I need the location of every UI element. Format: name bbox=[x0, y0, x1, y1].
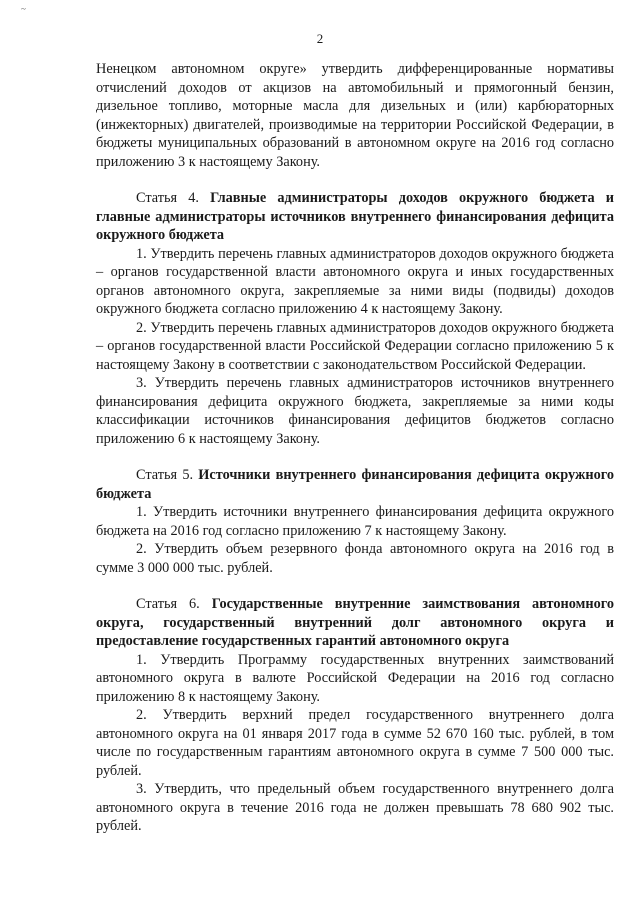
article-item: 2. Утвердить объем резервного фонда автономного округа на 2016 год в сумме 3 000 000 тыс. рублей. bbox=[96, 541, 614, 576]
intro-paragraph: Ненецком автономном округе» утвердить дифференцированные нормативы отчислений доходов от акцизов на автомобильный и прямогонный бензин, дизельное топливо, моторные масла для дизельных и (или) карбюраторных (инжекторных) двигателей, производимые на территории Российской Федерации, в бюджеты муниципальных образований в автономном округе на 2016 год согласно приложению 3 к настоящему Закону. bbox=[96, 61, 614, 170]
article-heading bbox=[96, 466, 614, 503]
corner-mark: ~ bbox=[21, 4, 26, 14]
article-heading bbox=[96, 595, 614, 651]
article-item: 1. Утвердить перечень главных администраторов доходов окружного бюджета – органов государственной власти автономного округа и иных государственных органов автономного округа, закрепляемые за ними виды (подвиды) доходов окружного бюджета согласно приложению 4 к настоящему Закону. bbox=[96, 245, 614, 317]
article-heading bbox=[96, 189, 614, 245]
document-body bbox=[96, 60, 614, 836]
article-title: Источники внутреннего финансирования дефицита окружного бюджета bbox=[96, 467, 614, 502]
article-item: 1. Утвердить Программу государственных внутренних заимствований автономного округа в валюте Российской Федерации на 2016 год согласно приложению 8 к настоящему Закону. bbox=[96, 651, 614, 705]
page-number: 2 bbox=[316, 31, 324, 46]
article-item: 2. Утвердить перечень главных администраторов доходов окружного бюджета – органов государственной власти Российской Федерации согласно приложению 5 к настоящему Закону в соответствии с законодательством Российской Федерации. bbox=[96, 319, 614, 373]
article-title: Государственные внутренние заимствования автономного округа, государственный внутренний долг автономного округа и предоставление государственных гарантий автономного округа bbox=[96, 596, 615, 649]
article-4 bbox=[96, 189, 614, 448]
article-item: 2. Утвердить верхний предел государственного внутреннего долга автономного округа на 01 января 2017 года в сумме 52 670 160 тыс. рублей, в том числе по государственным гарантиям автономного округа в сумме 7 500 000 тыс. рублей. bbox=[96, 707, 614, 779]
article-title: Главные администраторы доходов окружного бюджета и главные администраторы источников внутреннего финансирования дефицита окружного бюджета bbox=[96, 190, 615, 243]
article-item: 3. Утвердить перечень главных администраторов источников внутреннего финансирования дефицита окружного бюджета, закрепляемые за ними коды классификации источников финансирования дефицитов бюджетов согласно приложению 6 к настоящему Закону. bbox=[96, 375, 614, 447]
article-item: 3. Утвердить, что предельный объем государственного внутреннего долга автономного округа в течение 2016 года не должен превышать 78 680 902 тыс. рублей. bbox=[96, 781, 614, 834]
article-label: Статья 5. bbox=[136, 467, 194, 483]
article-label: Статья 6. bbox=[136, 596, 200, 612]
article-item: 1. Утвердить источники внутреннего финансирования дефицита окружного бюджета на 2016 год согласно приложению 7 к настоящему Закону. bbox=[96, 504, 614, 539]
article-5 bbox=[96, 466, 614, 577]
article-label: Статья 4. bbox=[136, 190, 199, 206]
article-6 bbox=[96, 595, 614, 836]
